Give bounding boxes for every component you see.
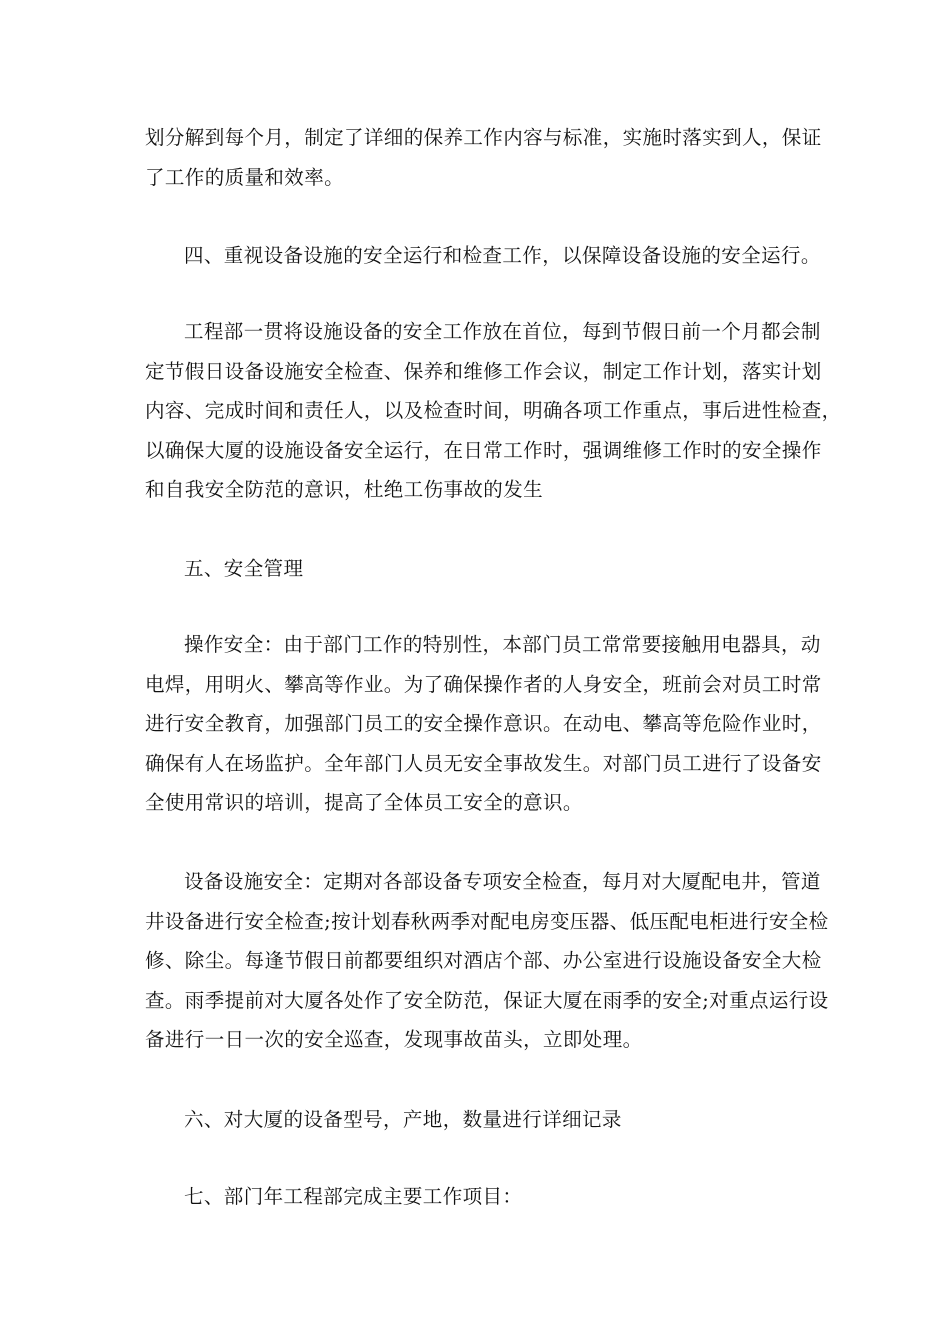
text-line: 备进行一日一次的安全巡查，发现事故苗头，立即处理。 bbox=[145, 1028, 643, 1051]
text-line: 以确保大厦的设施设备安全运行，在日常工作时，强调维修工作时的安全操作 bbox=[145, 438, 822, 462]
text-line: 六、对大厦的设备型号，产地，数量进行详细记录 bbox=[184, 1108, 622, 1131]
text-line: 进行安全教育，加强部门员工的安全操作意识。在动电、攀高等危险作业时， bbox=[145, 712, 822, 735]
heading-section-7 bbox=[145, 1177, 805, 1217]
text-line: 全使用常识的培训，提高了全体员工安全的意识。 bbox=[145, 791, 583, 814]
text-line: 七、部门年工程部完成主要工作项目： bbox=[184, 1185, 523, 1208]
text-line: 工程部一贯将设施设备的安全工作放在首位，每到节假日前一个月都会制 bbox=[184, 320, 821, 343]
text-line: 和自我安全防范的意识，杜绝工伤事故的发生 bbox=[145, 478, 544, 501]
text-line: 井设备进行安全检查;按计划春秋两季对配电房变压器、低压配电柜进行安全检 bbox=[145, 909, 829, 933]
heading-section-6 bbox=[145, 1100, 805, 1140]
text-line: 了工作的质量和效率。 bbox=[145, 165, 345, 189]
text-line: 修、除尘。每逢节假日前都要组织对酒店个部、办公室进行设施设备安全大检 bbox=[145, 949, 822, 972]
text-line: 电焊，用明火、攀高等作业。为了确保操作者的人身安全，班前会对员工时常 bbox=[145, 672, 822, 696]
text-line: 四、重视设备设施的安全运行和检查工作，以保障设备设施的安全运行。 bbox=[184, 244, 821, 267]
text-line: 查。雨季提前对大厦各处作了安全防范，保证大厦在雨季的安全;对重点运行设 bbox=[145, 988, 829, 1012]
paragraph-operation-safety bbox=[145, 625, 822, 823]
text-line: 设备设施安全：定期对各部设备专项安全检查，每月对大厦配电井，管道 bbox=[184, 870, 821, 893]
paragraph-maintenance-plan-end bbox=[145, 118, 822, 197]
text-line: 五、安全管理 bbox=[184, 557, 304, 580]
text-line: 确保有人在场监护。全年部门人员无安全事故发生。对部门员工进行了设备安 bbox=[145, 751, 822, 775]
text-line: 操作安全：由于部门工作的特别性，本部门员工常常要接触用电器具，动 bbox=[184, 633, 821, 656]
text-line: 划分解到每个月，制定了详细的保养工作内容与标准，实施时落实到人，保证 bbox=[145, 126, 822, 149]
heading-section-5 bbox=[145, 549, 805, 589]
paragraph-safety-priority bbox=[145, 312, 842, 510]
heading-section-4 bbox=[145, 236, 821, 276]
text-line: 内容、完成时间和责任人，以及检查时间，明确各项工作重点，事后进性检查， bbox=[145, 399, 842, 422]
paragraph-equipment-safety bbox=[145, 862, 829, 1060]
text-line: 定节假日设备设施安全检查、保养和维修工作会议，制定工作计划，落实计划 bbox=[145, 359, 822, 383]
